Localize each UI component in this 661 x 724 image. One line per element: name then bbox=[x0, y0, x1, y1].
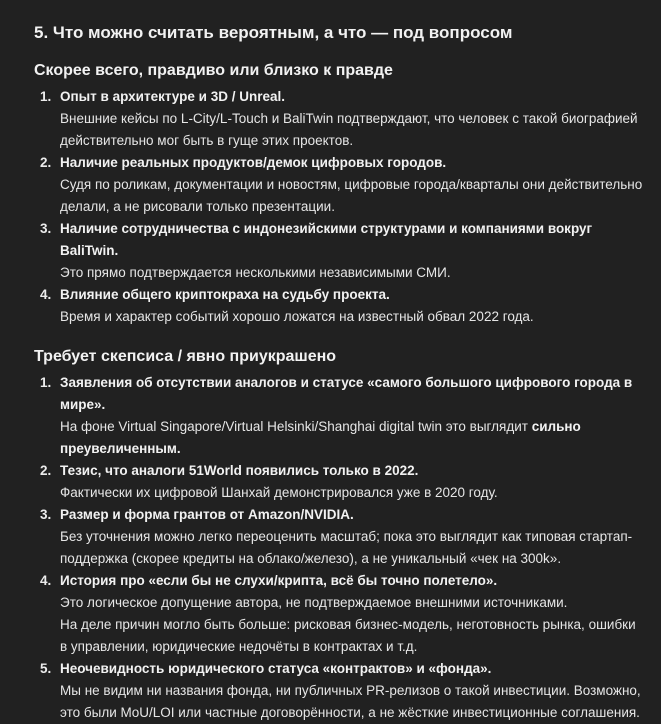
item-title: Размер и форма грантов от Amazon/NVIDIA. bbox=[60, 507, 354, 522]
item-number: 3. bbox=[40, 507, 52, 522]
likely-list bbox=[34, 86, 645, 328]
item-number: 1. bbox=[40, 89, 52, 104]
item-description: Внешние кейсы по L-City/L-Touch и BaliTwin подтверждают, что человек с такой биографией действительно мог быть в гуще этих проектов. bbox=[60, 111, 638, 148]
section-likely bbox=[34, 59, 645, 328]
item-number: 5. bbox=[40, 661, 52, 676]
item-description: На деле причин могло быть больше: рисковая бизнес-модель, неготовность рынка, ошибки в управлении, юридические недочёты в контрактах и т.д. bbox=[60, 617, 636, 654]
item-title: Наличие сотрудничества с индонезийскими структурами и компаниями вокруг BaliTwin. bbox=[60, 221, 593, 258]
list-item bbox=[34, 284, 645, 328]
item-title: Неочевидность юридического статуса «контрактов» и «фонда». bbox=[60, 661, 492, 676]
item-number: 2. bbox=[40, 155, 52, 170]
item-title: Влияние общего криптокраха на судьбу проекта. bbox=[60, 287, 390, 302]
item-description: Это логическое допущение автора, не подтверждаемое внешними источниками. bbox=[60, 595, 568, 610]
item-number: 2. bbox=[40, 463, 52, 478]
item-description: Судя по роликам, документации и новостям, цифровые города/кварталы они действительно делали, а не рисовали только презентации. bbox=[60, 177, 643, 214]
item-title: Заявления об отсутствии аналогов и статусе «самого большого цифрового города в мире». bbox=[60, 375, 633, 412]
list-item bbox=[34, 658, 645, 724]
list-item bbox=[34, 504, 645, 570]
list-item bbox=[34, 570, 645, 658]
item-description bbox=[60, 416, 645, 460]
list-item bbox=[34, 152, 645, 218]
page-title: 5. Что можно считать вероятным, а что — под вопросом bbox=[34, 23, 513, 42]
item-description: Время и характер событий хорошо ложатся на известный обвал 2022 года. bbox=[60, 309, 534, 324]
section-heading-skeptical: Требует скепсиса / явно приукрашено bbox=[34, 348, 337, 365]
item-description: Без уточнения можно легко переоценить масштаб; пока это выглядит как типовая стартап-поддержка (скорее кредиты на облако/железо), а не уникальный «чек на 300k». bbox=[60, 529, 633, 566]
list-item bbox=[34, 460, 645, 504]
item-description: Фактически их цифровой Шанхай демонстрировался уже в 2020 году. bbox=[60, 485, 498, 500]
item-title: Наличие реальных продуктов/демок цифровых городов. bbox=[60, 155, 447, 170]
skeptical-list bbox=[34, 372, 645, 724]
desc-emphasis: сильно преувеличенным bbox=[60, 419, 581, 456]
item-title: Тезис, что аналоги 51World появились только в 2022. bbox=[60, 463, 419, 478]
section-skeptical bbox=[34, 345, 645, 724]
item-number: 1. bbox=[40, 375, 52, 390]
list-item bbox=[34, 218, 645, 284]
section-heading-likely: Скорее всего, правдиво или близко к правде bbox=[34, 62, 393, 79]
item-number: 3. bbox=[40, 221, 52, 236]
item-title: История про «если бы не слухи/крипта, всё бы точно полетело». bbox=[60, 573, 498, 588]
item-title: Опыт в архитектуре и 3D / Unreal. bbox=[60, 89, 285, 104]
item-description: Это прямо подтверждается несколькими независимыми СМИ. bbox=[60, 265, 451, 280]
desc-period: . bbox=[176, 441, 181, 456]
list-item bbox=[34, 86, 645, 152]
list-item bbox=[34, 372, 645, 460]
item-number: 4. bbox=[40, 287, 52, 302]
desc-text: На фоне Virtual Singapore/Virtual Helsinki/Shanghai digital twin это выглядит bbox=[60, 419, 532, 434]
item-number: 4. bbox=[40, 573, 52, 588]
item-description: Мы не видим ни названия фонда, ни публичных PR-релизов о такой инвестиции. Возможно, это были MoU/LOI или частные договорённости, а не жёсткие инвестиционные соглашения. bbox=[60, 683, 641, 720]
